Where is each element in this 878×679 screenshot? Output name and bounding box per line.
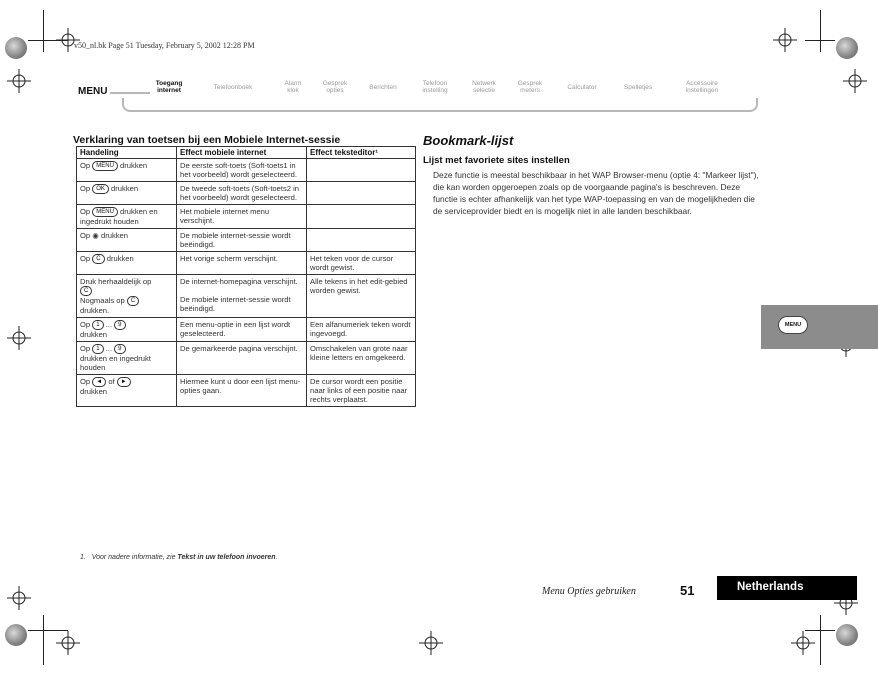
menu-key-icon: MENU [778,316,808,334]
table-cell: De cursor wordt een positie naar links of een positie naar rechts verplaatst. [307,375,416,407]
crosshair-icon [6,585,32,611]
menu-label: MENU [78,86,108,97]
cell-text: Op [80,161,91,170]
footnote [80,554,278,561]
table-row [77,159,416,182]
table-cell [77,375,177,407]
table-row [77,275,416,318]
cell-text: drukken [80,330,108,339]
cell-text: Op [80,254,91,263]
cell-text: De mobiele internet-sessie wordt beëindigd. [180,295,291,313]
table-cell: De tweede soft-toets (Soft-toets2 in het voorbeeld) wordt geselecteerd. [177,182,307,205]
crop-mark [820,615,821,665]
keys-table [76,146,416,407]
digit-key-icon: 1 [92,320,103,330]
table-cell [77,182,177,205]
table-cell: Het teken voor de cursor wordt gewist. [307,252,416,275]
nav-item-gesprek-meters: Gesprek meters [517,80,543,94]
table-cell [307,205,416,229]
cell-text: Op [80,344,91,353]
column-header: Handeling [77,147,177,159]
cell-text: Op [80,320,91,329]
registration-dot-icon [5,624,27,646]
print-slug: v50_nl.bk Page 51 Tuesday, February 5, 2002 12:28 PM [74,41,255,50]
table-cell: De gemarkeerde pagina verschijnt. [177,342,307,375]
c-key-icon: C [127,296,139,306]
column-header: Effect teksteditor¹ [307,147,416,159]
crop-mark [820,10,821,52]
table-cell: Het mobiele internet menu verschijnt. [177,205,307,229]
country-label: Netherlands [737,581,804,593]
table-cell [77,159,177,182]
table-cell [77,318,177,342]
cell-text: Op [80,207,91,216]
registration-dot-icon [836,37,858,59]
menu-key-icon: MENU [92,207,118,217]
page-title: Bookmark-lijst [423,133,514,148]
crosshair-icon [842,68,868,94]
cell-text: drukken en ingedrukt houden [80,354,151,372]
cell-text: Druk herhaaldelijk op [80,277,152,286]
cell-text: Op [80,377,91,386]
table-row [77,182,416,205]
column-header: Effect mobiele internet [177,147,307,159]
menu-navigation-bar [70,78,760,112]
cell-text: drukken [104,254,134,263]
menu-rail [122,98,758,112]
sub-heading: Lijst met favoriete sites instellen [423,155,570,166]
digit-key-icon: 9 [114,320,125,330]
page-caption: Menu Opties gebruiken [542,586,636,597]
nav-item-telefoon-instelling: Telefoon instelling [422,80,448,94]
cell-text: Op [80,184,91,193]
cell-text: De internet-homepagina verschijnt. [180,277,298,286]
page-number: 51 [680,583,695,598]
footnote-text: Voor nadere informatie, zie [91,554,178,561]
table-cell: Een alfanumeriek teken wordt ingevoegd. [307,318,416,342]
crosshair-icon [790,630,816,656]
nav-item-netwerk-selectie: Netwerk selectie [472,80,496,94]
table-header-row [77,147,416,159]
cell-text: drukken [117,161,148,170]
table-row [77,375,416,407]
crosshair-icon [6,325,32,351]
right-key-icon: ► [117,377,131,387]
cell-text: of [106,377,117,386]
nav-item-calculator: Calculator [567,84,597,91]
registration-dot-icon [836,624,858,646]
table-cell [77,205,177,229]
cell-text: drukken. [80,306,110,315]
table-cell [307,229,416,252]
crosshair-icon [6,68,32,94]
crop-mark [43,10,44,52]
footnote-number: 1. [80,554,86,561]
nav-item-alarm-klok: Alarm klok [284,80,302,94]
cell-text: Nogmaals op [80,296,125,305]
cell-text: drukken [80,387,108,396]
nav-item-spelletjes: Spelletjes [623,84,653,91]
footnote-text: . [275,554,278,561]
table-cell: Hiermee kunt u door een lijst menu-opties gaan. [177,375,307,407]
table-cell [77,342,177,375]
table-row [77,318,416,342]
table-row [77,252,416,275]
table-cell [307,182,416,205]
table-row [77,205,416,229]
table-cell [77,275,177,318]
body-paragraph: Deze functie is meestal beschikbaar in het WAP Browser-menu (optie 4: "Markeer lijst"), die kan worden opgeroepen zoals op de voorgaande pagina's is beschreven. Deze functie is echter afhankelijk van het type WAP-toepassing en van de mogelijkheden die de serviceprovider biedt en is mogelijk niet in alle landen beschikbaar. [433,170,759,216]
cell-text: drukken [108,184,139,193]
crop-mark [805,40,835,41]
nav-item-berichten: Berichten [369,84,397,91]
c-key-icon: C [80,286,92,296]
table-cell: De mobiele internet-sessie wordt beëindigd. [177,229,307,252]
table-cell: Een menu-optie in een lijst wordt geselecteerd. [177,318,307,342]
nav-item-accessoire-instellingen: Accessoire instellingen [685,80,719,94]
table-cell: Op ◉ drukken [77,229,177,252]
table-cell [177,275,307,318]
crosshair-icon [55,630,81,656]
crosshair-icon [772,27,798,53]
table-cell: De eerste soft-toets (Soft-toets1 in het voorbeeld) wordt geselecteerd. [177,159,307,182]
table-cell [77,252,177,275]
crop-mark [43,615,44,665]
section-heading: Verklaring van toetsen bij een Mobiele Internet-sessie [73,134,341,146]
footnote-reference: Tekst in uw telefoon invoeren [177,554,276,561]
table-row [77,229,416,252]
table-cell: Omschakelen van grote naar kleine letters en omgekeerd. [307,342,416,375]
left-key-icon: ◄ [92,377,106,387]
nav-item-gesprek-opties: Gesprek opties [322,80,348,94]
table-row [77,342,416,375]
table-cell: Alle tekens in het edit-gebied worden gewist. [307,275,416,318]
registration-dot-icon [5,37,27,59]
nav-item-toegang-internet: Toegang internet [155,80,183,94]
table-cell: Het vorige scherm verschijnt. [177,252,307,275]
digit-key-icon: 9 [114,344,125,354]
table-cell [307,159,416,182]
nav-connector [110,92,150,94]
cell-text: ... [103,320,115,329]
menu-key-icon: MENU [92,161,118,171]
cell-text: drukken en ingedrukt houden [80,207,158,226]
crosshair-icon [418,630,444,656]
nav-item-telefoonboek: Telefoonboek [213,84,253,91]
digit-key-icon: 1 [92,344,103,354]
ok-key-icon: OK [92,184,109,194]
c-key-icon: C [92,254,104,264]
cell-text: ... [103,344,115,353]
